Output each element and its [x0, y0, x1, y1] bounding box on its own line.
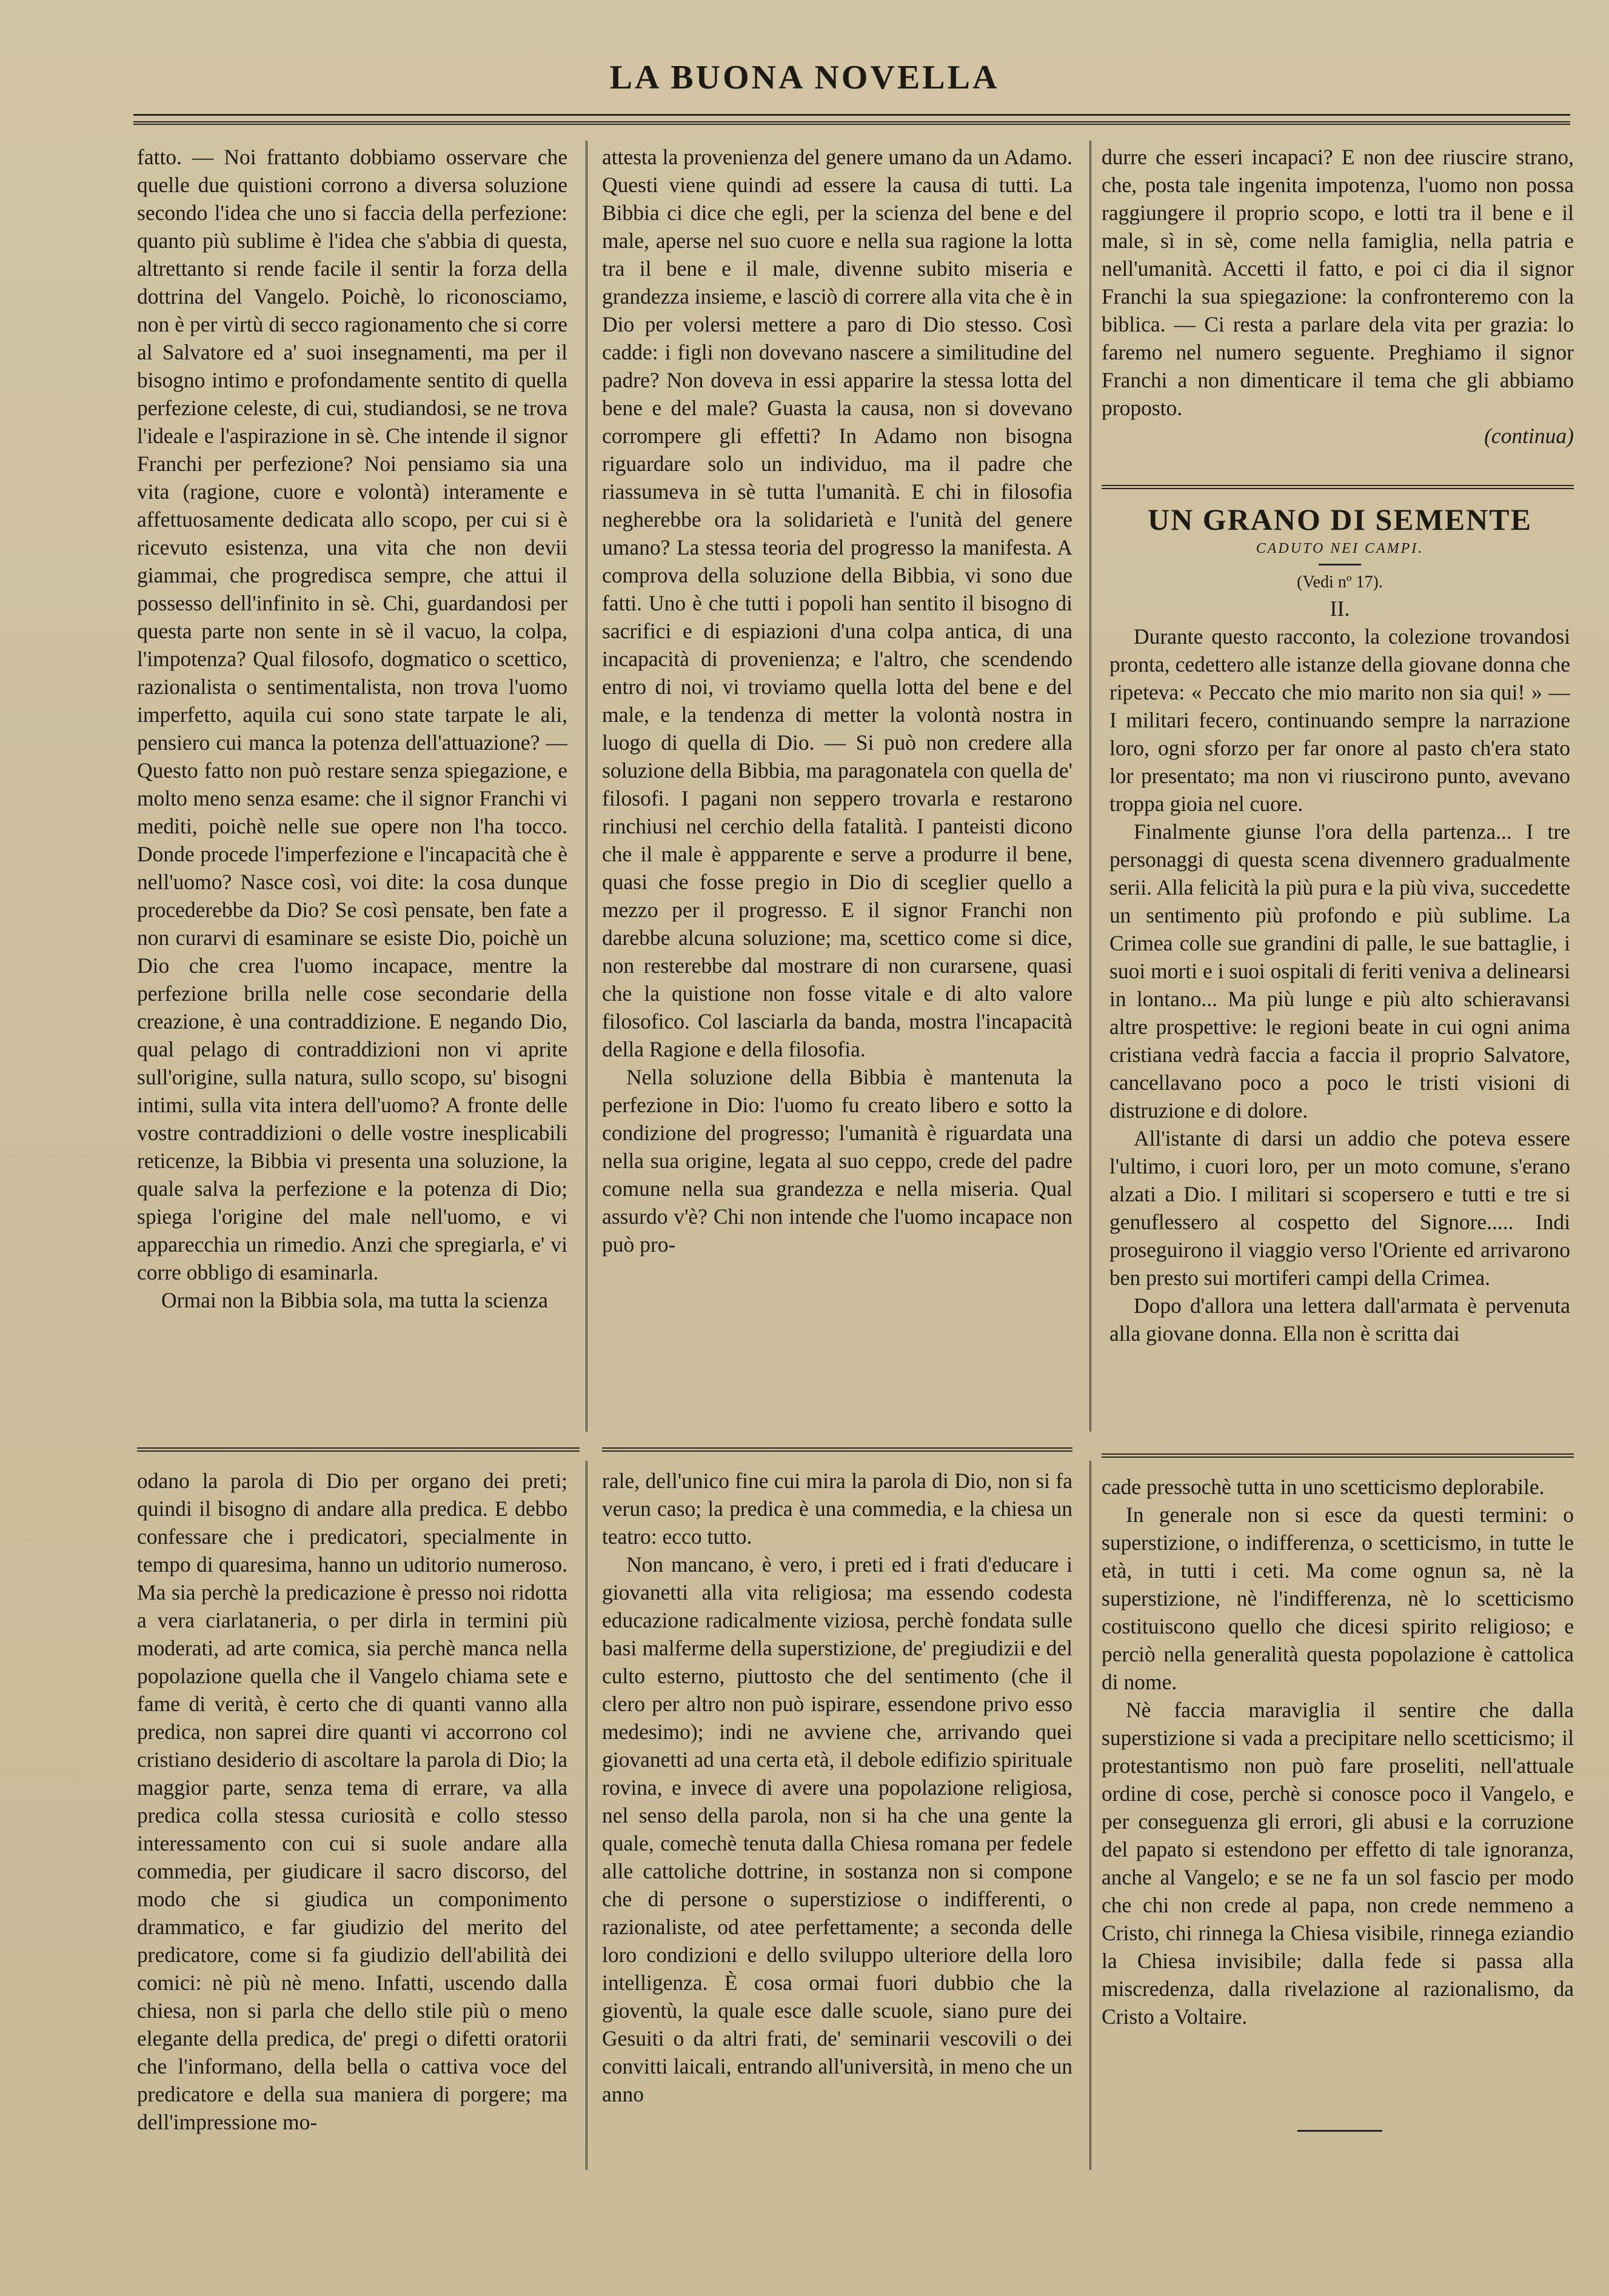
article-subtitle: CADUTO NEI CAMPI. — [1256, 541, 1424, 556]
paragraph: In generale non si esce da questi termini: o superstizione, o indifferenza, o scetticismo, in tutte le età, in tutti i ceti. Ma come ognun sa, nè la superstizione, nè l'indifferenza, nè lo scetticismo costituiscono quello che dicesi spirito religioso; e perciò nella generalità questa popolazione è cattolica di nome. — [1102, 1503, 1574, 1694]
bottom-column-3 — [1102, 1473, 1574, 2115]
column-divider — [586, 141, 587, 1432]
masthead-double-rule — [133, 121, 1570, 125]
paragraph: Non mancano, è vero, i preti ed i frati d'educare i giovanetti alla vita religiosa; ma essendo codesta educazione radicalmente viziosa, perchè fondata sulle basi malferme della superstizione, de' pregiudizii e del culto esterno, piuttosto che del sentimento (che il clero per altro non può ispirare, essendone privo esso medesimo); indi ne avviene che, arrivando quei giovanetti ad una certa età, il debole edifizio spirituale rovina, e invece di avere una popolazione religiosa, nel senso della parola, non si ha che una gente la quale, comechè tenuta dalla Chiesa romana per fedele alle cattoliche dottrine, in sostanza non si compone che di persone o superstiziose o indifferenti, o razionaliste, od atee perfettamente; a seconda delle loro condizioni e dello sviluppo ulteriore della loro intelligenza. È cosa ormai fuori dubbio che la gioventù, la quale esce dalle scuole, siano pure dei Gesuiti o da altri frati, de' seminarii vescovili o dei convitti laicali, entrando all'università, in meno che un anno — [602, 1552, 1072, 2106]
top-column-2 — [602, 143, 1072, 1386]
paragraph: fatto. — Noi frattanto dobbiamo osservare che quelle due quistioni corrono a diversa soluzione secondo l'idea che uno si faccia della perfezione: quanto più sublime è l'idea che s'abbia di questa, altrettanto si rende facile il sentir la forza della dottrina del Vangelo. Poichè, lo riconosciamo, non è per virtù di secco ragionamento che si corre al Salvatore ed a' suoi insegnamenti, ma per il bisogno intimo e profondamente sentito di quella perfezione celeste, di cui, studiandosi, se ne trova l'ideale e l'aspirazione in sè. Che intende il signor Franchi per perfezione? Noi pensiamo sia una vita (ragione, cuore e volontà) interamente e affettuosamente dedicata allo scopo, per cui si è ricevuto esistenza, una vita che non devii giammai, che progredisca sempre, che attui il possesso dell'infinito in sè. Chi, guardandosi per questa parte non sente in sè il vacuo, la colpa, l'impotenza? Qual filosofo, dogmatico o scettico, razionalista o sentimentalista, non trova l'uomo imperfetto, aquila cui sono state tarpate le ali, pensiero cui manca la potenza dell'attuazione? — Questo fatto non può restare senza spiegazione, e molto meno senza esame: che il signor Franchi vi mediti, poichè nelle sue opere non l'ha tocco. Donde procede l'imperfezione e l'incapacità che è nell'uomo? Nasce così, voi dite: la cosa dunque procederebbe da Dio? Se così pensate, ben fate a non curarvi di esaminare se esiste Dio, poichè un Dio che crea l'uomo incapace, mentre la perfezione brilla nelle cose secondarie della creazione, è una contraddizione. E negando Dio, qual pelago di contraddizioni non vi aprite sull'origine, sulla natura, sullo scopo, su' bisogni intimi, sulla vita intera dell'uomo? A fronte delle vostre contraddizioni o delle vostre inesplicabili reticenze, la Bibbia vi presenta una soluzione, la quale salva la perfezione e la potenza di Dio; spiega l'origine del male nell'uomo, e vi apparecchia un rimedio. Anzi che spregiarla, e' vi corre obbligo di esaminarla. — [137, 145, 567, 1284]
end-rule — [1297, 2130, 1382, 2132]
paragraph: All'istante di darsi un addio che poteva essere l'ultimo, i cuori loro, per un moto comune, s'erano alzati a Dio. I militari si scopersero e tutti e tre si genuflessero al cospetto del Signore..... Indi proseguirono il viaggio verso l'Oriente ed arrivarono ben presto sui mortiferi campi della Crimea. — [1109, 1126, 1570, 1290]
paragraph: odano la parola di Dio per organo dei preti; quindi il bisogno di andare alla predica. E debbo confessare che i predicatori, specialmente in tempo di quaresima, hanno un uditorio numeroso. Ma sia perchè la predicazione è presso noi ridotta a vera ciarlataneria, o per dirla in termini più moderati, ad arte comica, sia perchè manca nella popolazione quella che il Vangelo chiama sete e fame di verità, è certo che di quanti vanno alla predica, non saprei dire quanti vi accorrono col cristiano desiderio di ascoltare la parola di Dio; la maggior parte, senza tema di errare, va alla predica colla stessa curiosità e collo stesso interessamento con cui si suole andare alla commedia, per giudicare il sacro discorso, del modo che si giudica un componimento drammatico, e far giudizio del merito del predicatore, come si fa giudizio dell'abilità dei comici: nè più nè meno. Infatti, uscendo dalla chiesa, non si parla che dello stile più o meno elegante della predica, de' pregi o difetti oratorii che l'informano, della bella o cattiva voce del predicatore e della sua maniera di porgere; ma dell'impressione mo- — [137, 1469, 567, 2134]
article-separator — [1102, 485, 1574, 489]
masthead: LA BUONA NOVELLA — [609, 59, 1000, 96]
column-divider — [586, 1461, 587, 2170]
half-separator-2 — [602, 1447, 1072, 1452]
paragraph: attesta la provenienza del genere umano da un Adamo. Questi viene quindi ad essere la causa di tutti. La Bibbia ci dice che egli, per la scienza del bene e del male, aperse nel suo cuore e nella sua ragione la lotta tra il bene e il male, divenne subito miseria e grandezza insieme, e lasciò di correre alla vita che è in Dio per volersi mettere a paro di Dio stesso. Così cadde: i figli non dovevano nascere a similitudine del padre? Non doveva in essi apparire la stessa lotta del bene e del male? Guasta la causa, non si dovevano corrompere gli effetti? In Adamo non bisogna riguardare solo un individuo, ma il padre che riassumeva in sè tutta l'umanità. E chi in filosofia negherebbe ora la solidarietà e l'unità del genere umano? La stessa teoria del progresso la manifesta. A comprova della soluzione della Bibbia, vi sono due fatti. Uno è che tutti i popoli han sentito il bisogno di sacrifici e di espiazioni d'una colpa antica, di una incapacità di provenienza; e l'altro, che scendendo entro di noi, vi troviamo quella lotta del bene e del male, e la tendenza di metter la volontà nostra in luogo di quella di Dio. — Si può non credere alla soluzione della Bibbia, ma paragonatela con quella de' filosofi. I pagani non seppero trovarla e restarono rinchiusi nel cerchio della fatalità. I panteisti dicono che il male è appparente e serve a produrre il bene, quasi che fosse pregio in Dio di sceglier quello a mezzo per il progresso. E il signor Franchi non darebbe alcuna soluzione; ma, scettico come si dice, non resterebbe dal mostrare di non curarsene, quasi che la quistione non fosse vitale e di alto valore filosofico. Col lasciarla da banda, mostra l'incapacità della Ragione e della filosofia. — [602, 145, 1072, 1061]
half-separator-1 — [137, 1447, 580, 1452]
paragraph: Durante questo racconto, la colezione trovandosi pronta, cedettero alle istanze della giovane donna che ripeteva: « Peccato che mio marito non sia qui! » — I militari fecero, continuando sempre la narrazione loro, ogni sforzo per far onore al pasto ch'era stato lor presentato; ma non vi riuscirono punto, avevano troppa gioia nel cuore. — [1109, 624, 1570, 816]
article-grano-di-semente — [1109, 501, 1570, 1434]
half-separator-3 — [1102, 1453, 1574, 1458]
top-column-1 — [137, 143, 567, 1386]
paragraph: Nella soluzione della Bibbia è mantenuta la perfezione in Dio: l'uomo fu creato libero e sotto la condizione del progresso; l'umanità è riguardata una nella sua origine, legata al suo ceppo, crede del padre comune nella sua grandezza e nella miseria. Qual assurdo v'è? Chi non intende che l'uomo incapace non può pro- — [602, 1065, 1072, 1256]
bottom-column-1 — [137, 1467, 567, 2170]
column-divider — [1089, 141, 1091, 1432]
paragraph: rale, dell'unico fine cui mira la parola di Dio, non si fa verun caso; la predica è una commedia, e la chiesa un teatro: ecco tutto. — [602, 1469, 1072, 1549]
paragraph: Ormai non la Bibbia sola, ma tutta la scienza — [161, 1288, 548, 1312]
short-rule — [1319, 564, 1361, 566]
article-reference: (Vedi nº 17). — [1297, 573, 1383, 592]
paragraph: Finalmente giunse l'ora della partenza... I tre personaggi di questa scena divennero gradualmente serii. Alla felicità la più pura e la più viva, succedette un sentimento più profondo e più sublime. La Crimea colle sue grandini di palle, le sue battaglie, i suoi morti e i suoi ospitali di feriti veniva a delinearsi in lontano... Ma più lunge e più alto schieravansi altre prospettive: le regioni beate in cui ogni anima cristiana vedrà faccia a faccia il proprio Salvatore, cancellavano poco a poco le tristi visioni di distruzione e di dolore. — [1109, 819, 1570, 1123]
masthead-rule — [133, 114, 1570, 116]
continua-note: (continua) — [1484, 424, 1574, 448]
top-column-3 — [1102, 143, 1574, 470]
paragraph: cade pressochè tutta in uno scetticismo deplorabile. — [1102, 1475, 1545, 1499]
bottom-column-2 — [602, 1467, 1072, 2170]
column-divider — [1089, 1461, 1091, 2170]
paragraph: Nè faccia maraviglia il sentire che dalla superstizione si vada a precipitare nello scetticismo; il protestantismo non può fare proseliti, nell'attuale ordine di cose, perchè si conosce poco il Vangelo, e per conseguenza gli errori, gli abusi e la corruzione del papato si estendono per effetto di tale ignoranza, anche al Vangelo; e se ne fa un sol fascio per modo che chi non crede al papa, non crede nemmeno a Cristo, chi rinnega la Chiesa visibile, rinnega eziandio la Chiesa invisibile; dalla fede si passa alla miscredenza, dalla rivelazione al razionalismo, da Cristo a Voltaire. — [1102, 1698, 1574, 2029]
paragraph: durre che esseri incapaci? E non dee riuscire strano, che, posta tale ingenita impotenza, l'uomo non possa raggiungere il proprio scopo, e lotti tra il bene e il male, sì in sè, come nella famiglia, nella patria e nell'umanità. Accetti il fatto, e poi ci dia il signor Franchi la sua spiegazione: la confronteremo con la biblica. — Ci resta a parlare dela vita per grazia: lo faremo nel numero seguente. Preghiamo il signor Franchi a non dimenticare il tema che gli abbiamo proposto. — [1102, 145, 1574, 420]
article-title: UN GRANO DI SEMENTE — [1148, 502, 1532, 536]
section-number: II. — [1330, 596, 1350, 621]
paragraph: Dopo d'allora una lettera dall'armata è pervenuta alla giovane donna. Ella non è scritta dai — [1109, 1293, 1570, 1346]
